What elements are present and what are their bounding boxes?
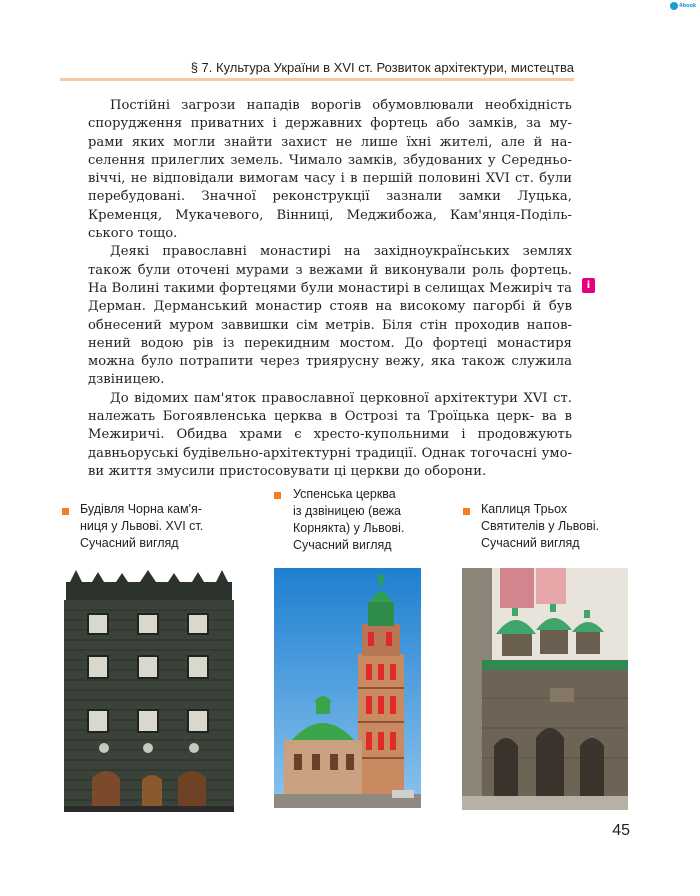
photo-black-stone-house	[64, 570, 234, 812]
text-line: спорудження приватних і державних фортець або замків, за му-	[88, 116, 572, 132]
caption-bullet	[463, 508, 470, 515]
text-line: Деякі православні монастирі на західноукраїнських землях	[110, 244, 572, 260]
text-line: були перебудовані. Значної реконструкції зазнали замки Луцька,	[88, 171, 572, 205]
text-line: обнесений муром заввишки сім метрів. Біля стін проходив напов-	[88, 317, 572, 333]
text-line: XVI ст. належать Богоявленська церква в Острозі та Троїцька церк-	[88, 390, 572, 425]
text-line: нений водою рів із перекидним мостом. До фортеці монастиря	[88, 335, 572, 351]
running-header: § 7. Культура України в XVI ст. Розвиток архітектури, мистецтва	[190, 60, 574, 75]
text-line: рами яких могли знайти захист не лише їхні жителі, але й на-	[88, 134, 572, 150]
text-line: та Дерман. Дерманський монастир стояв на високому пагорбі й був	[88, 280, 572, 315]
paragraph-1	[88, 97, 572, 243]
caption-three-saints-chapel: Каплиця Трьох Святителів у Львові. Сучасний вигляд	[481, 502, 600, 550]
photo-three-saints-chapel	[462, 568, 628, 810]
caption-bullet	[274, 492, 281, 499]
text-line: давньоруські будівельно-архітектурні традиції. Однак тогочасні умо-	[88, 445, 572, 461]
caption-black-stone-house: Будівля Чорна кам'я- ниця у Львові. XVI ст. Сучасний вигляд	[80, 502, 204, 550]
page-number: 45	[612, 822, 630, 839]
text-line: Постійні загрози нападів ворогів обумовлювали необхідність	[110, 98, 572, 113]
logo-mark: 4book	[679, 3, 697, 9]
publisher-logo	[670, 0, 700, 12]
text-line: віччі, не відповідали вимогам часу і в першій половині XVI ст.	[88, 171, 540, 187]
text-line: селення прилеглих земель. Чимало замків, збудованих у Середньо-	[88, 152, 572, 168]
text-line: Кременця, Мукачевого, Вінниці, Меджибожа, Кам'янця-Поділь-	[88, 207, 572, 223]
caption-bullet	[62, 508, 69, 515]
text-line: ського тощо.	[88, 226, 178, 242]
paragraph-3	[88, 390, 572, 481]
caption-assumption-church: Успенська церква із дзвіницею (вежа Корнякта) у Львові. Сучасний вигляд	[293, 487, 405, 552]
main-text	[88, 97, 572, 481]
text-line: дзвіницею.	[88, 372, 165, 388]
black-stone-house-illustration	[64, 570, 234, 812]
text-line: ва в Межиричі. Обидва храми є хресто-купольними і продовжують	[88, 409, 572, 443]
logo-circle-icon	[670, 2, 678, 10]
assumption-church-illustration	[274, 568, 421, 808]
three-saints-chapel-illustration	[462, 568, 628, 810]
info-icon[interactable]: i	[582, 278, 595, 293]
photo-assumption-church	[274, 568, 421, 808]
header-rule	[60, 78, 574, 81]
text-line: також були оточені мурами з вежами й виконували роль фортець.	[88, 262, 572, 278]
text-line: До відомих пам'яток православної церковної архітектури	[110, 390, 524, 406]
text-line: На Волині такими фортецями були монастирі в селищах Межиріч	[88, 280, 557, 296]
text-line: можна було потрапити через триярусну вежу, яка також служила	[88, 354, 572, 370]
paragraph-2	[88, 243, 572, 389]
text-line: ви життя змусили пристосовувати ці церкви до оборони.	[88, 463, 487, 479]
